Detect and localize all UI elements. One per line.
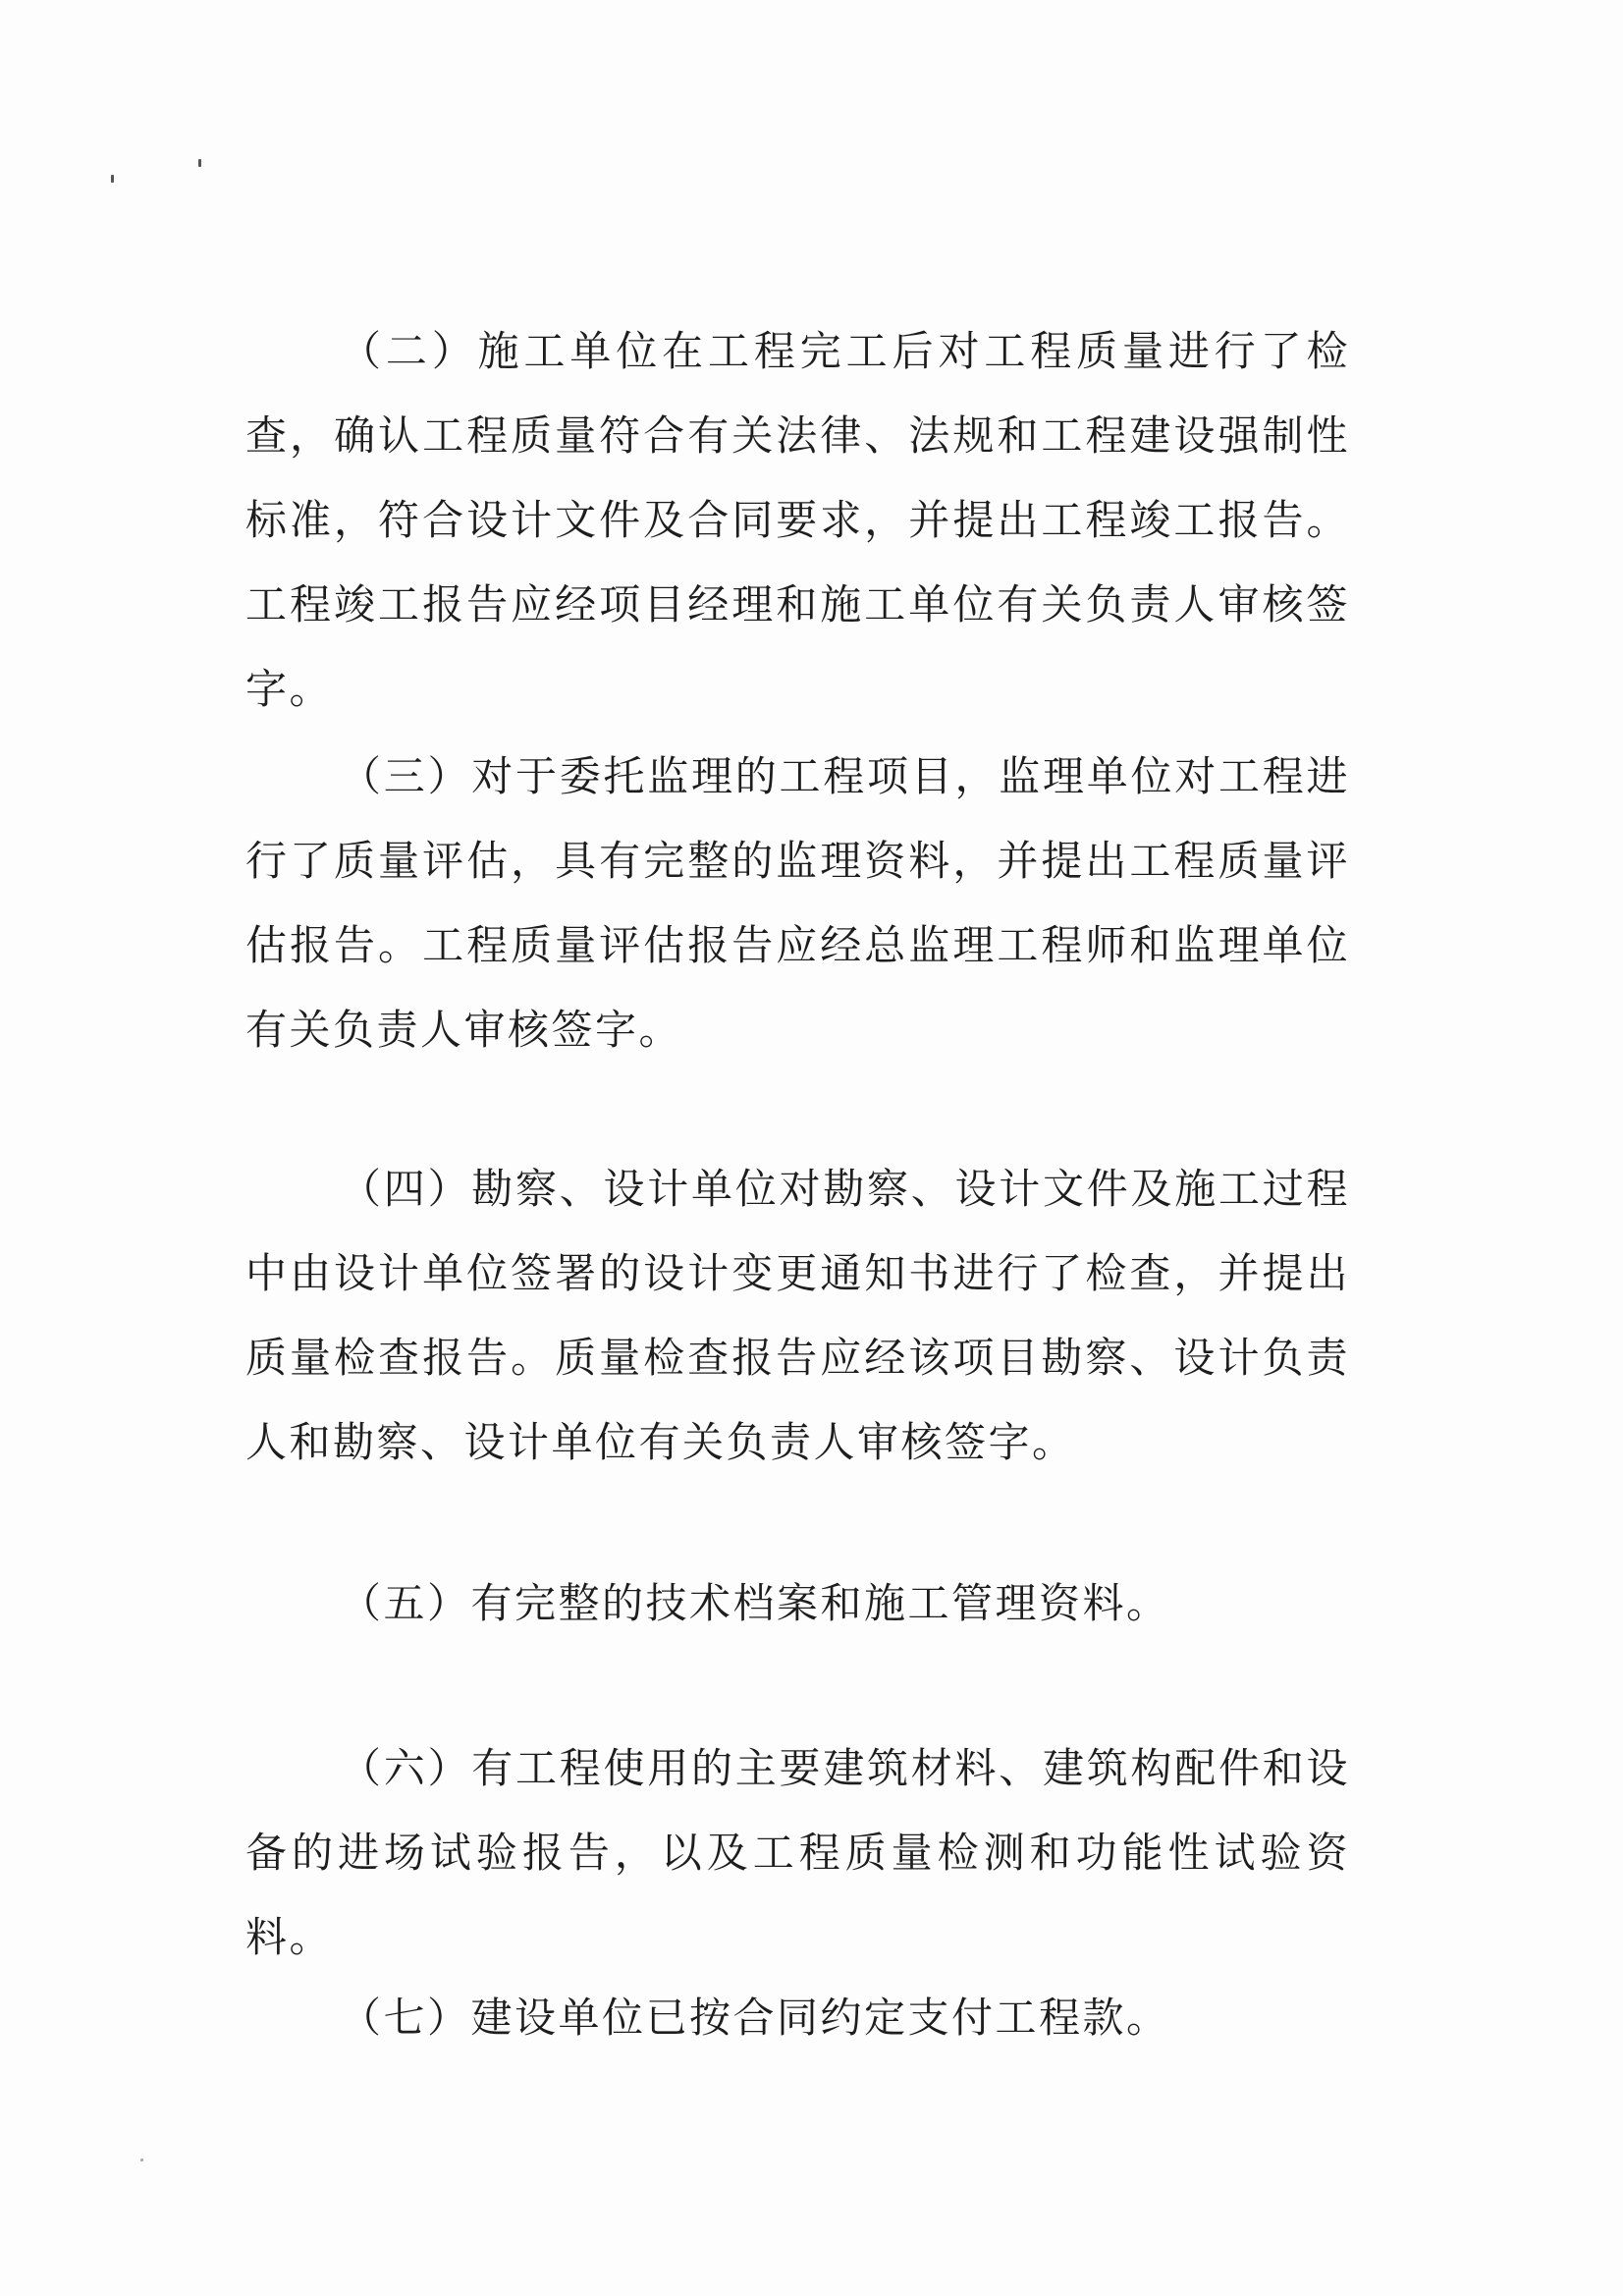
paragraph-item-7: （七）建设单位已按合同约定支付工程款。	[340, 1994, 1170, 2042]
paragraph-item-3: （三）对于委托监理的工程项目，监理单位对工程进行了质量评估，具有完整的监理资料，并提出工程质量评估报告。工程质量评估报告应经总监理工程师和监理单位有关负责人审核签字。	[245, 752, 1350, 1054]
scan-speck	[140, 2159, 143, 2161]
paragraph-item-6: （六）有工程使用的主要建筑材料、建筑构配件和设备的进场试验报告，以及工程质量检测和功能性试验资料。	[245, 1744, 1350, 1961]
scan-speck	[111, 175, 114, 183]
scan-speck	[198, 159, 201, 167]
paragraph-item-4: （四）勘察、设计单位对勘察、设计文件及施工过程中由设计单位签署的设计变更通知书进行了检查，并提出质量检查报告。质量检查报告应经该项目勘察、设计负责人和勘察、设计单位有关负责人审核签字。	[245, 1165, 1350, 1466]
paragraph-item-2: （二）施工单位在工程完工后对工程质量进行了检查，确认工程质量符合有关法律、法规和工程建设强制性标准，符合设计文件及合同要求，并提出工程竣工报告。工程竣工报告应经项目经理和施工单位有关负责人审核签字。	[245, 327, 1350, 713]
paragraph-item-5: （五）有完整的技术档案和施工管理资料。	[340, 1579, 1170, 1627]
